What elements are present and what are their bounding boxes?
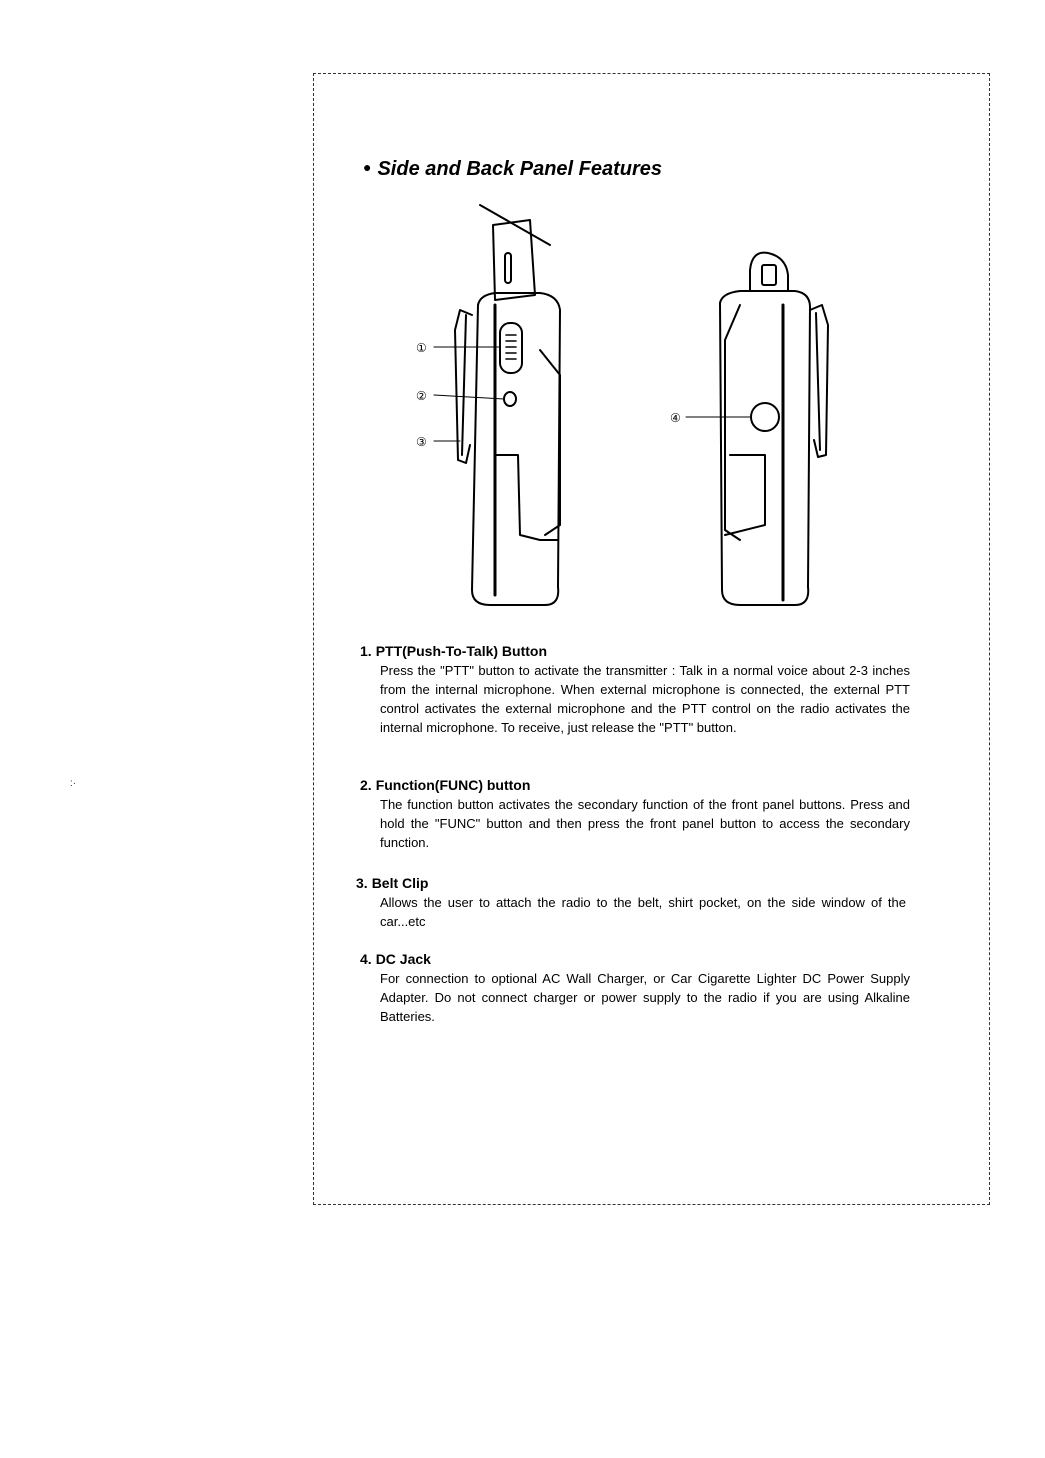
radio-back-view [686,253,828,605]
feature-dc-jack [360,951,910,1026]
feature-title [356,875,906,891]
feature-title-text: DC Jack [375,951,431,967]
feature-number: 3. [356,875,368,891]
radio-side-back-figure [400,195,830,615]
feature-number: 4. [360,951,372,967]
feature-func [360,777,910,852]
feature-belt-clip [356,875,906,931]
callout-4: ④ [670,411,681,425]
callout-1: ① [416,341,427,355]
feature-title-text: Belt Clip [371,875,429,891]
callout-3: ③ [416,435,427,449]
heading-title: Side and Back Panel Features [377,158,663,180]
feature-description: Allows the user to attach the radio to the belt, shirt pocket, on the side window of the car...etc [380,895,906,929]
feature-title-text: PTT(Push-To-Talk) Button [375,643,548,659]
feature-title [360,777,910,793]
section-heading [363,158,662,181]
heading-bullet: ● [363,159,372,175]
radio-side-view [434,205,560,605]
scan-mark: :· [70,778,77,789]
feature-title-text: Function(FUNC) button [375,777,531,793]
feature-title [360,951,910,967]
feature-ptt [360,643,910,737]
feature-description: Press the "PTT" button to activate the transmitter : Talk in a normal voice about 2-3 inches from the internal microphone. When external microphone is connected, the external PTT control activates the external microphone and the PTT control on the radio activates the internal microphone. To receive, just release the "PTT" button. [380,663,910,735]
feature-description: The function button activates the secondary function of the front panel buttons. Press and hold the "FUNC" button and then press the front panel button to access the secondary function. [380,797,910,850]
feature-number: 1. [360,643,372,659]
callout-2: ② [416,389,427,403]
feature-description: For connection to optional AC Wall Charger, or Car Cigarette Lighter DC Power Supply Adapter. Do not connect charger or power supply to the radio if you are using Alkaline Batteries. [380,971,910,1024]
feature-title [360,643,910,659]
feature-number: 2. [360,777,372,793]
